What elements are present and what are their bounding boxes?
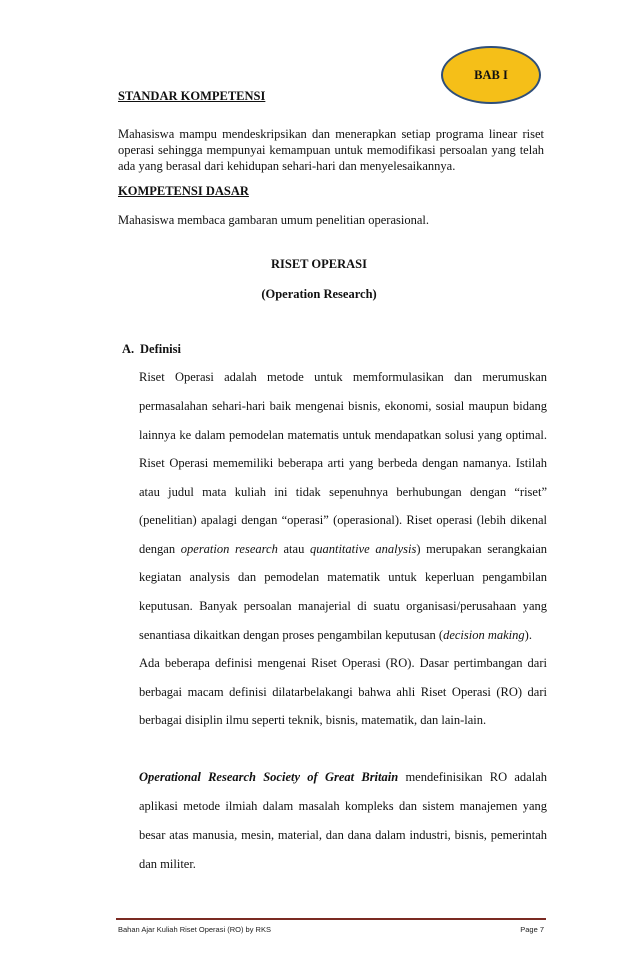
chapter-badge: BAB I xyxy=(441,46,541,104)
text-span: dengan xyxy=(139,542,176,556)
kompetensi-dasar-text: Mahasiswa membaca gambaran umum penelitian operasional. xyxy=(118,213,430,227)
section-number: A. xyxy=(122,342,135,356)
paragraph-line: kegiatan analysis dan pemodelan matematik untuk keperluan pengambilan xyxy=(139,570,547,584)
footer-left-text: Bahan Ajar Kuliah Riset Operasi (RO) by RKS xyxy=(118,925,271,934)
standar-kompetensi-text xyxy=(118,126,544,174)
kompetensi-dasar-heading: KOMPETENSI DASAR xyxy=(118,184,249,198)
paragraph-line xyxy=(139,542,547,557)
paragraph-line xyxy=(139,770,547,785)
standar-kompetensi-heading: STANDAR KOMPETENSI xyxy=(118,89,266,103)
paragraph-line: Ada beberapa definisi mengenai Riset Operasi (RO). Dasar pertimbangan dari xyxy=(139,656,547,670)
text-span: ) merupakan serangkaian xyxy=(416,542,548,556)
standar-line-1: Mahasiswa mampu mendeskripsikan dan menerapkan setiap programa linear riset xyxy=(118,127,544,141)
paragraph-line xyxy=(139,628,547,643)
standar-line-3: ada yang berasal dari kehidupan sehari-hari dan menyelesaikannya. xyxy=(118,159,456,173)
paragraph-line: besar atas manusia, mesin, material, dan dana dalam industri, bisnis, pemerintah xyxy=(139,828,547,842)
page-number: Page 7 xyxy=(520,925,544,934)
paragraph-line: dan militer. xyxy=(139,857,196,871)
italic-term: quantitative analysis xyxy=(309,542,417,556)
paragraph-line: atau judul mata kuliah ini tidak sepenuhnya berhubungan dengan “riset” xyxy=(139,485,547,499)
footer-rule xyxy=(116,918,546,920)
page-title: RISET OPERASI xyxy=(271,257,367,271)
section-heading-definisi xyxy=(122,342,181,357)
standar-line-2: operasi sehingga mempunyai kemampuan untuk memodifikasi persoalan yang telah xyxy=(118,143,544,157)
paragraph-line: permasalahan sehari-hari baik mengenai bisnis, ekonomi, sosial maupun bidang xyxy=(139,399,547,413)
bold-italic-term: Operational Research Society of Great Britain xyxy=(139,770,399,784)
paragraph-line: keputusan. Banyak persoalan manajerial di suatu organisasi/perusahaan yang xyxy=(139,599,547,613)
text-span: ). xyxy=(524,628,532,642)
italic-term: operation research xyxy=(180,542,278,556)
paragraph-line: Riset Operasi mememiliki beberapa arti yang berbeda dengan namanya. Istilah xyxy=(139,456,547,470)
paragraph-line: aplikasi metode ilmiah dalam masalah kompleks dan sistem manajemen yang xyxy=(139,799,547,813)
paragraph-line: Riset Operasi adalah metode untuk memformulasikan dan merumuskan xyxy=(139,370,547,384)
paragraph-line: lainnya ke dalam pemodelan matematis untuk mendapatkan solusi yang optimal. xyxy=(139,428,547,442)
page-subtitle: (Operation Research) xyxy=(261,287,377,301)
italic-term: decision making xyxy=(443,628,525,642)
text-span: senantiasa dikaitkan dengan proses pengambilan keputusan ( xyxy=(139,628,444,642)
paragraph-line: berbagai macam definisi dilatarbelakangi bahwa ahli Riset Operasi (RO) dari xyxy=(139,685,547,699)
section-title: Definisi xyxy=(140,342,181,356)
text-span: mendefinisikan RO adalah xyxy=(405,770,548,784)
paragraph-line: (penelitian) apalagi dengan “operasi” (operasional). Riset operasi (lebih dikenal xyxy=(139,513,547,527)
paragraph-line: berbagai disiplin ilmu seperti teknik, bisnis, matematik, dan lain-lain. xyxy=(139,713,487,727)
text-span: atau xyxy=(283,542,305,556)
